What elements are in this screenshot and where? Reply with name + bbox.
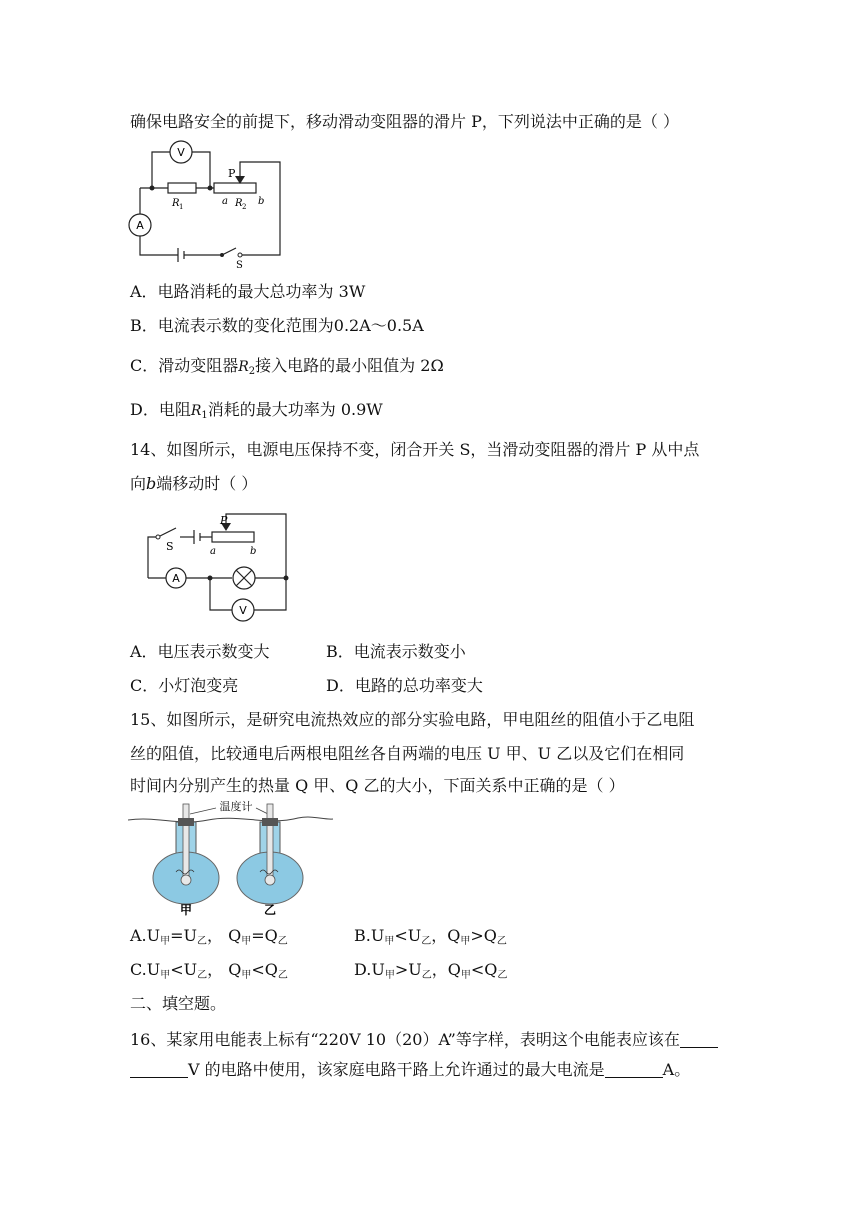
opt-d-sub1: 甲 — [384, 970, 395, 981]
q14-stem-line1: 14、如图所示，电源电压保持不变，闭合开关 S，当滑动变阻器的滑片 P 从中点 — [130, 440, 700, 459]
q15-option-b — [354, 926, 507, 952]
option-d-prefix: D．电阻 — [130, 400, 191, 419]
q16-blank-voltage[interactable] — [130, 1061, 188, 1078]
voltmeter-label: V — [177, 146, 185, 159]
r1-label: R — [172, 198, 180, 209]
opt-b-rel1: <U — [394, 926, 422, 945]
q14-option-d: D．电路的总功率变大 — [326, 676, 483, 695]
flask-left-label: 甲 — [179, 903, 193, 916]
opt-d-sub4: 乙 — [497, 970, 508, 981]
q14-option-c: C．小灯泡变亮 — [130, 676, 239, 695]
opt-c-sub3: 甲 — [241, 970, 252, 981]
q15-heating-experiment-figure — [128, 798, 336, 916]
opt-d-q: ，Q — [431, 960, 461, 979]
opt-a-rel2: =Q — [251, 926, 278, 945]
q15-option-a — [130, 926, 288, 952]
r2-symbol: R — [238, 359, 249, 375]
q15-option-d — [354, 960, 507, 986]
opt-b-sub2: 乙 — [421, 936, 432, 947]
opt-d-rel2: <Q — [470, 960, 498, 979]
switch-label: S — [236, 260, 243, 270]
q16-blank-voltage-part1[interactable] — [680, 1031, 718, 1048]
q16-line2-end: A。 — [662, 1060, 691, 1079]
opt-c-rel2: <Q — [251, 960, 278, 979]
opt-b-q: ，Q — [431, 926, 461, 945]
end-a-label: a — [210, 546, 216, 557]
q13-option-c — [130, 356, 444, 382]
option-d-suffix: 消耗的最大功率为 0.9W — [207, 400, 383, 419]
flask-right-label: 乙 — [263, 903, 277, 916]
end-b-label: b — [250, 546, 257, 557]
option-c-suffix: 接入电路的最小阻值为 2Ω — [255, 356, 444, 375]
opt-c-sub1: 甲 — [160, 970, 171, 981]
q13-option-a: A．电路消耗的最大总功率为 3W — [130, 282, 366, 301]
r2-label: R — [235, 198, 243, 209]
q13-circuit-diagram — [128, 140, 288, 270]
q16-line1-text: 16、某家用电能表上标有“220V 10（20）A”等字样，表明这个电能表应该在 — [130, 1030, 680, 1049]
opt-a-sub4: 乙 — [277, 936, 288, 947]
end-b-label: b — [258, 196, 265, 207]
end-a-label: a — [222, 196, 228, 207]
q14-suffix: 端移动时（ ） — [156, 474, 258, 493]
opt-b-rel2: >Q — [470, 926, 497, 945]
opt-a-u: A.U — [130, 926, 161, 945]
q16-stem-line2 — [130, 1060, 690, 1080]
q16-stem-line1 — [130, 1030, 718, 1050]
q14-option-b: B．电流表示数变小 — [326, 642, 466, 661]
opt-c-sub4: 乙 — [277, 970, 288, 981]
q13-stem: 确保电路安全的前提下，移动滑动变阻器的滑片 P，下列说法中正确的是（ ） — [130, 112, 679, 131]
option-c-prefix: C．滑动变阻器 — [130, 356, 239, 375]
q13-option-d — [130, 400, 383, 426]
section-heading-fill-in: 二、填空题。 — [130, 994, 227, 1013]
q15-stem-line1: 15、如图所示，是研究电流热效应的部分实验电路，甲电阻丝的阻值小于乙电阻 — [130, 710, 695, 729]
slider-label: P — [228, 167, 236, 180]
q13-option-b: B．电流表示数的变化范围为0.2A～0.5A — [130, 316, 424, 335]
opt-c-sub2: 乙 — [197, 970, 208, 981]
r1-subscript: 1 — [179, 203, 184, 211]
slider-label: P — [220, 514, 228, 527]
opt-b-sub3: 甲 — [460, 936, 471, 947]
ammeter-label: A — [136, 219, 144, 232]
opt-a-sub3: 甲 — [241, 936, 252, 947]
opt-a-sub2: 乙 — [197, 936, 208, 947]
r2-symbol-subscript: 2 — [248, 366, 256, 377]
opt-b-sub1: 甲 — [384, 936, 395, 947]
q14-stem-line2 — [130, 474, 257, 494]
voltmeter-label: V — [239, 604, 247, 617]
q16-blank-current[interactable] — [605, 1061, 663, 1078]
opt-b-sub4: 乙 — [496, 936, 507, 947]
r2-subscript: 2 — [242, 203, 247, 211]
ammeter-label: A — [172, 572, 180, 585]
end-b-symbol: b — [146, 474, 157, 493]
opt-d-sub2: 乙 — [421, 970, 432, 981]
opt-d-u: D.U — [354, 960, 385, 979]
q15-option-c — [130, 960, 288, 986]
opt-c-rel1: <U — [170, 960, 198, 979]
q16-line2-text: V 的电路中使用，该家庭电路干路上允许通过的最大电流是 — [188, 1060, 605, 1079]
opt-b-u: B.U — [354, 926, 385, 945]
opt-a-sub1: 甲 — [160, 936, 171, 947]
opt-a-rel1: =U — [170, 926, 198, 945]
opt-d-rel1: >U — [394, 960, 422, 979]
thermometer-label: 温度计 — [219, 800, 253, 813]
q14-option-a: A．电压表示数变大 — [130, 642, 270, 661]
opt-d-sub3: 甲 — [460, 970, 471, 981]
q14-circuit-diagram — [140, 510, 300, 625]
switch-label: S — [166, 540, 174, 553]
r1-symbol: R — [190, 403, 202, 419]
opt-c-q: ， Q — [207, 960, 242, 979]
q15-stem-line3: 时间内分别产生的热量 Q 甲、Q 乙的大小，下面关系中正确的是（ ） — [130, 776, 625, 795]
r1-symbol-subscript: 1 — [201, 410, 208, 421]
opt-c-u: C.U — [130, 960, 161, 979]
q15-stem-line2: 丝的阻值，比较通电后两根电阻丝各自两端的电压 U 甲、U 乙以及它们在相同 — [130, 744, 685, 763]
opt-a-q: ， Q — [207, 926, 242, 945]
q14-prefix: 向 — [130, 474, 147, 493]
